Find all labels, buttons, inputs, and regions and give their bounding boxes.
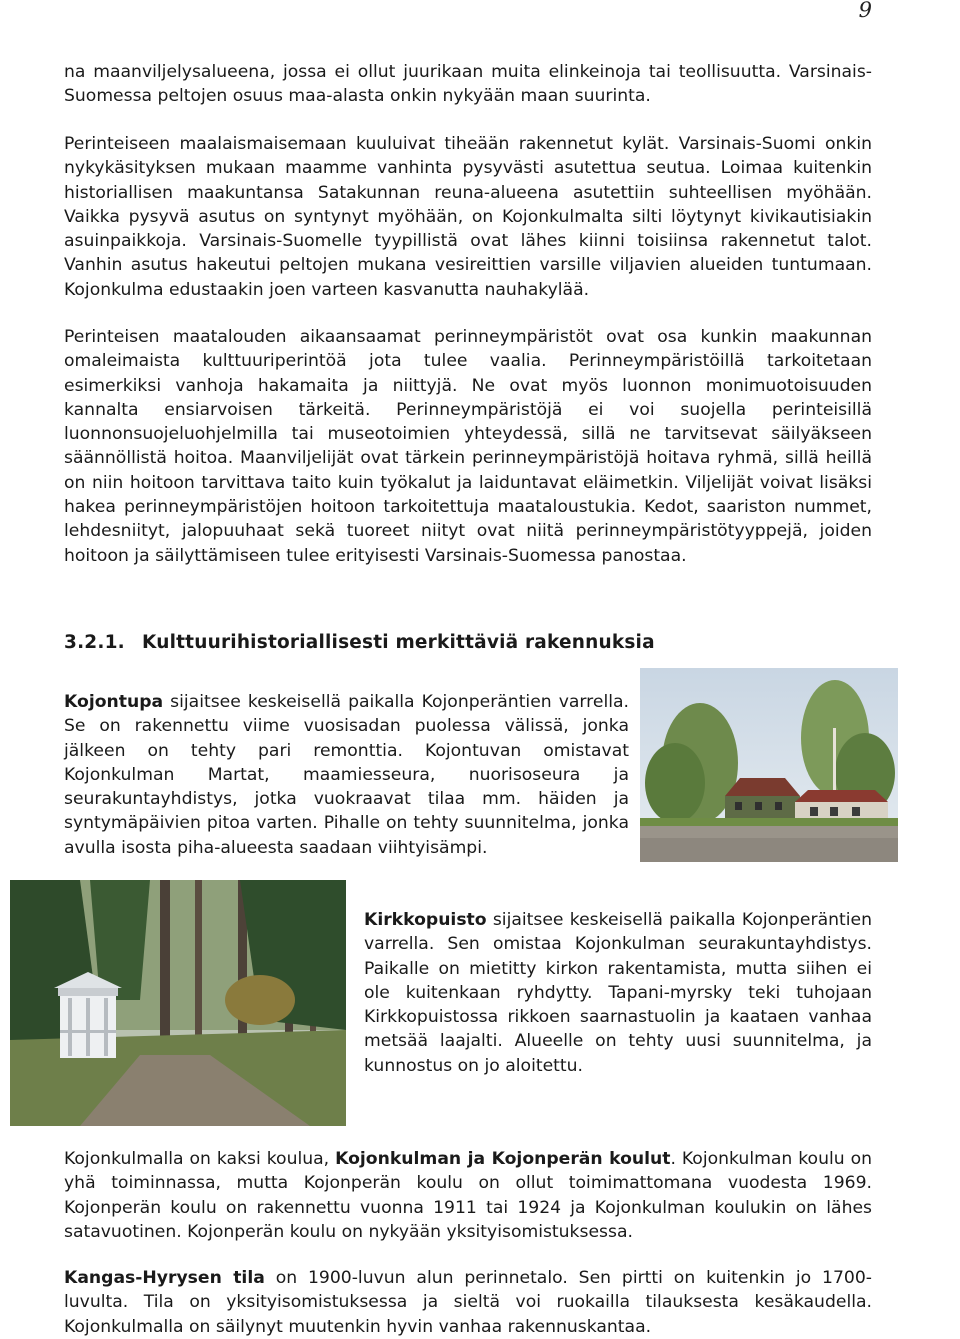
koulut-pre: Kojonkulmalla on kaksi koulua, xyxy=(64,1149,336,1169)
kirkkopuisto-photo xyxy=(10,880,346,1126)
paragraph-intro-end: na maanviljelysalueena, jossa ei ollut juurikaan muita elinkeinoja tai teollisuutta. Varsinais-Suomessa peltojen osuus maa-alasta onkin nykyään maan suurinta. xyxy=(64,62,872,107)
paragraph-heritage: Perinteisen maatalouden aikaansaamat perinneympäristöt ovat osa kunkin maakunnan omaleimaista kulttuuriperintöä jota tulee vaalia. Perinneympäristöillä tarkoitetaan esimerkiksi vanhoja hakamaita ja niittyjä. Ne ovat myös luonnon monimuotoisuuden kannalta ensiarvoisen tärkeitä. Perinneympäristöjä ei voi suojella perinteisillä luonnonsuojeluohjelmilla tai museotoimien yhteydessä, sillä ne tarvitsevat säilyäkseen säännöllistä hoitoa. Maanviljelijät ovat tärkein perinneympäristöjä hoitava ryhmä, sillä heillä on niin hoitoon tarvittava taito kuin työkalut ja laiduntavat eläimetkin. Viljelijät voivat lisäksi hakea perinneympäristöjen hoitoon tarkoitettuja maataloustukia. Kedot, saariston nummet, lehdesniityt, jalopuuhaat sekä tuoreet niityt ovat niitä perinneympäristötyyppejä, joiden hoitoon ja säilyttämiseen tulee erityisesti Varsinais-Suomessa panostaa. xyxy=(64,327,872,566)
paragraph-villages: Perinteiseen maalaismaisemaan kuuluivat tiheään rakennetut kylät. Varsinais-Suomi onkin nykykäsityksen mukaan maamme vanhinta pysyvästi asutettua seutua. Loimaa kuitenkin historiallisen maakuntansa Satakunnan reuna-alueena asutettiin suhteellisen myöhään. Vaikka pysyvä asutus on syntynyt myöhään, on Kojonkulmalta silti löytynyt kivikautisiakin asuinpaikkoja. Varsinais-Suomelle tyypillistä ovat lähes kiinni toisiinsa rakennetut talot. Vanhin asutus hakeutui peltojen mukana vesireittien varsille viljavien alueiden tuntumaan. Kojonkulma edustaakin joen varteen kasvanutta nauhakylää. xyxy=(64,134,872,300)
koulut-post: . Kojonkulman koulu on yhä toiminnassa, mutta Kojonperän koulu on ollut toimimattomana vuodesta 1969. Kojonperän koulu on rakennettu vuonna 1911 tai 1924 ja Kojonkulman koulukin on lähes satavuotinen. Kojonperän koulu on nykyään yksityisomistuksessa. xyxy=(64,1149,873,1242)
paragraph-kojontupa xyxy=(64,690,629,860)
paragraph-kirkkopuisto xyxy=(364,908,872,1078)
koulut-bold: Kojonkulman ja Kojonperän koulut xyxy=(335,1149,671,1169)
kangas-name: Kangas-Hyrysen tila xyxy=(64,1268,265,1288)
page-number: 9 xyxy=(858,0,872,22)
paragraph-koulut xyxy=(64,1147,872,1244)
section-number: 3.2.1. xyxy=(64,632,125,653)
kangas-text: on 1900-luvun alun perinnetalo. Sen pirtti on kuitenkin jo 1700-luvulta. Tila on yksityisomistuksessa ja sieltä voi ruokailla tilauksesta kesäkaudella. Kojonkulmalla on säilynyt muutenkin hyvin vanhaa rakennuskantaa. xyxy=(64,1268,872,1337)
section-heading xyxy=(64,632,655,653)
kojontupa-photo xyxy=(640,668,898,862)
section-title: Kulttuurihistoriallisesti merkittäviä rakennuksia xyxy=(142,632,655,653)
kirkkopuisto-text: sijaitsee keskeisellä paikalla Kojonperäntien varrella. Sen omistaa Kojonkulman seurakuntayhdistys. Paikalle on mietitty kirkon rakentamista, mutta siihen ei ole kuitenkaan ryhdytty. Tapani-myrsky teki tuhojaan Kirkkopuistossa rikkoen saarnastuolin ja kaataen vanhaa metsää laajalti. Alueelle on tehty uusi suunnitelma, ja kunnostus on jo aloitettu. xyxy=(364,910,872,1076)
kojontupa-name: Kojontupa xyxy=(64,692,164,712)
kirkkopuisto-name: Kirkkopuisto xyxy=(364,910,487,930)
paragraph-kangas-hyrysen xyxy=(64,1266,872,1339)
kojontupa-text: sijaitsee keskeisellä paikalla Kojonperäntien varrella. Se on rakennettu viime vuosisadan puolessa välissä, jonka jälkeen on tehty pari remonttia. Kojontuvan omistavat Kojonkulman Martat, maamiesseura, nuorisoseura ja seurakuntayhdistys, jotka vuokraavat tilaa mm. häiden ja syntymäpäivien pitoa varten. Pihalle on tehty suunnitelma, jonka avulla isosta piha-alueesta saadaan viihtyisämpi. xyxy=(64,692,629,858)
